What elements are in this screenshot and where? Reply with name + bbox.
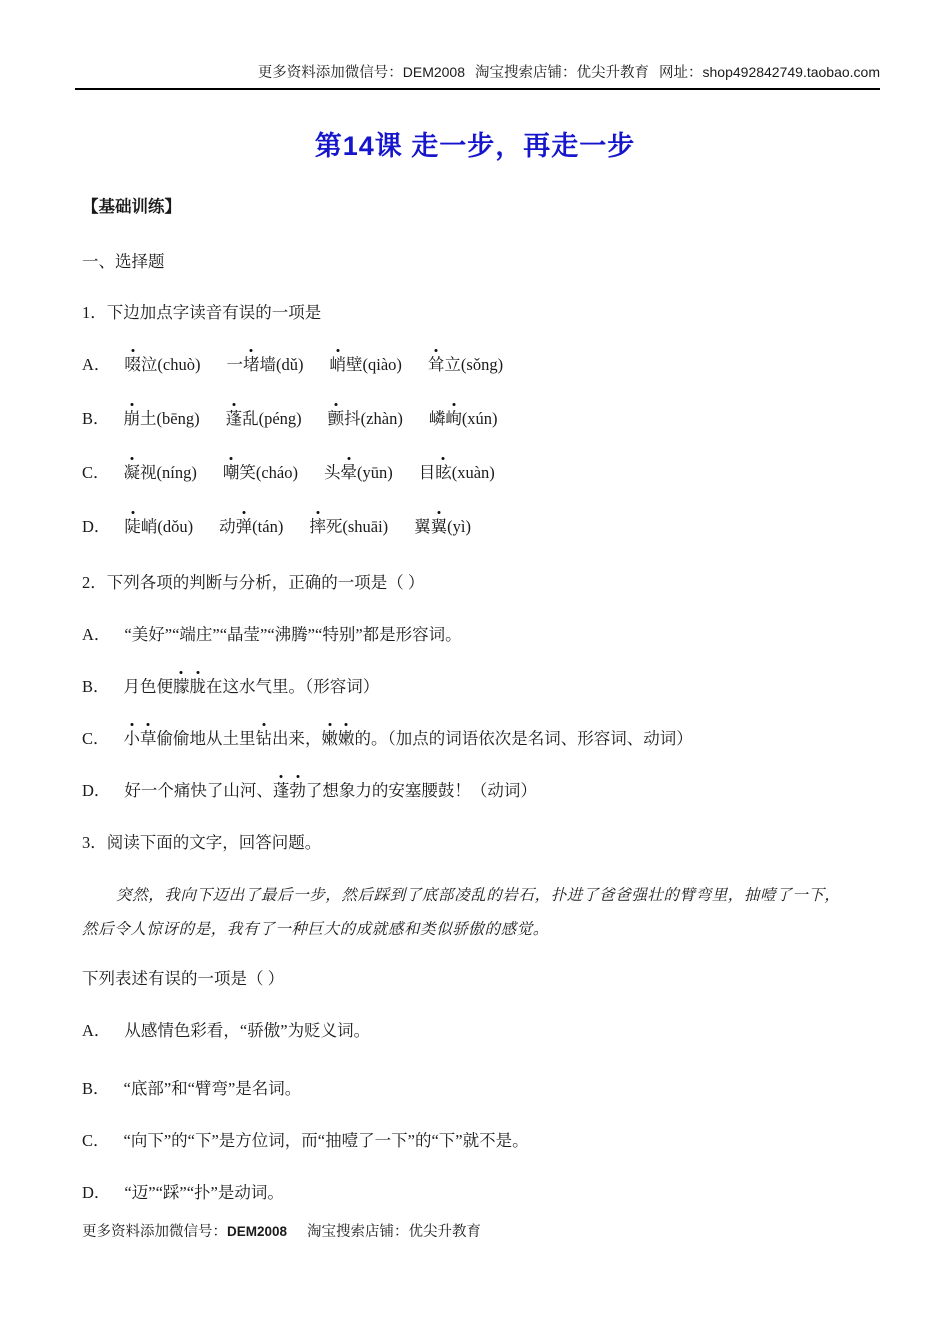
footer-wechat-id: DEM2008 <box>227 1224 288 1239</box>
question-3-text: 阅读下面的文字，回答问题。 <box>106 833 322 852</box>
question-3-passage-line-1 <box>82 878 882 912</box>
question-3-passage-line-2 <box>82 912 882 946</box>
option-text: “底部”和“臂弯”是名词。 <box>123 1079 302 1098</box>
option-letter: B． <box>82 677 110 696</box>
page-header <box>75 62 880 83</box>
passage-text: 突然，我向下迈出了最后一步，然后踩到了底部凌乱的岩石，扑进了爸爸强壮的臂弯里，抽噎了一下， <box>116 886 841 904</box>
option-letter: A． <box>82 625 111 644</box>
question-3-sub-stem: 下列表述有误的一项是（ ） <box>82 969 285 988</box>
option-text: 从感情色彩看，“骄傲”为贬义词。 <box>124 1021 371 1040</box>
option-letter: C． <box>82 463 110 482</box>
section-heading-basic-training: 【基础训练】 <box>82 198 181 216</box>
question-3-stem <box>82 832 882 854</box>
header-divider <box>75 88 880 90</box>
question-1-option-a[interactable]: A． 啜泣(chuò) 一堵墙(dǔ) 峭壁(qiào) 耸立(sǒng) <box>82 355 504 374</box>
section-heading-part-one: 一、选择题 <box>82 252 165 271</box>
question-1-number: 1． <box>82 303 107 322</box>
page-footer <box>82 1222 481 1242</box>
footer-shop-label: 淘宝搜索店铺： <box>307 1224 409 1240</box>
footer-shop-name: 优尖升教育 <box>408 1224 482 1240</box>
option-letter: B． <box>82 1079 110 1098</box>
question-1-option-c[interactable]: C． 凝视(níng) 嘲笑(cháo) 头晕(yūn) 目眩(xuàn) <box>82 463 495 482</box>
footer-wechat-label: 更多资料添加微信号： <box>82 1224 227 1240</box>
header-shop-name: 优尖升教育 <box>576 65 650 81</box>
question-2-text: 下列各项的判断与分析，正确的一项是（ ） <box>106 573 425 592</box>
question-3-number: 3． <box>82 833 107 852</box>
question-2-option-c[interactable]: C． 小草偷偷地从土里钻出来，嫩嫩的。（加点的词语依次是名词、形容词、动词） <box>82 729 693 748</box>
question-2-stem <box>82 572 882 594</box>
option-letter: B． <box>82 409 110 428</box>
option-letter: C． <box>82 729 110 748</box>
question-3-option-c[interactable] <box>82 1130 882 1152</box>
question-1-option-d[interactable]: D． 陡峭(dǒu) 动弹(tán) 摔死(shuāi) 翼翼(yì) <box>82 517 471 536</box>
question-2-option-b[interactable]: B． 月色便朦胧在这水气里。（形容词） <box>82 677 380 696</box>
question-3-option-a[interactable] <box>82 1020 882 1042</box>
header-url-label: 网址： <box>659 65 703 81</box>
question-1-stem <box>82 302 882 324</box>
question-3-option-d[interactable] <box>82 1182 882 1204</box>
option-text: “向下”的“下”是方位词，而“抽噎了一下”的“下”就不是。 <box>123 1131 529 1150</box>
option-letter: D． <box>82 781 111 800</box>
question-2-option-d[interactable]: D． 好一个痛快了山河、蓬勃了想象力的安塞腰鼓！（动词） <box>82 781 537 800</box>
question-2-option-a[interactable] <box>82 624 882 646</box>
header-url: shop492842749.taobao.com <box>702 64 880 80</box>
option-letter: A． <box>82 355 111 374</box>
option-letter: D． <box>82 1183 111 1202</box>
question-3-option-b[interactable] <box>82 1078 882 1100</box>
page-title: 第14课 走一步，再走一步 <box>314 131 636 161</box>
passage-text: 然后令人惊讶的是，我有了一种巨大的成就感和类似骄傲的感觉。 <box>82 920 549 938</box>
option-letter: D． <box>82 517 111 536</box>
option-text: “迈”“踩”“扑”是动词。 <box>124 1183 284 1202</box>
option-text: “美好”“端庄”“晶莹”“沸腾”“特别”都是形容词。 <box>124 625 462 644</box>
option-letter: A． <box>82 1021 111 1040</box>
option-letter: C． <box>82 1131 110 1150</box>
header-wechat-label: 更多资料添加微信号： <box>257 65 403 81</box>
header-wechat-id: DEM2008 <box>402 64 466 80</box>
question-1-text: 下边加点字读音有误的一项是 <box>106 303 322 322</box>
header-shop-label: 淘宝搜索店铺： <box>475 65 577 81</box>
question-2-number: 2． <box>82 573 107 592</box>
question-1-option-b[interactable]: B． 崩土(bēng) 蓬乱(péng) 颤抖(zhàn) 嶙峋(xún) <box>82 409 498 428</box>
